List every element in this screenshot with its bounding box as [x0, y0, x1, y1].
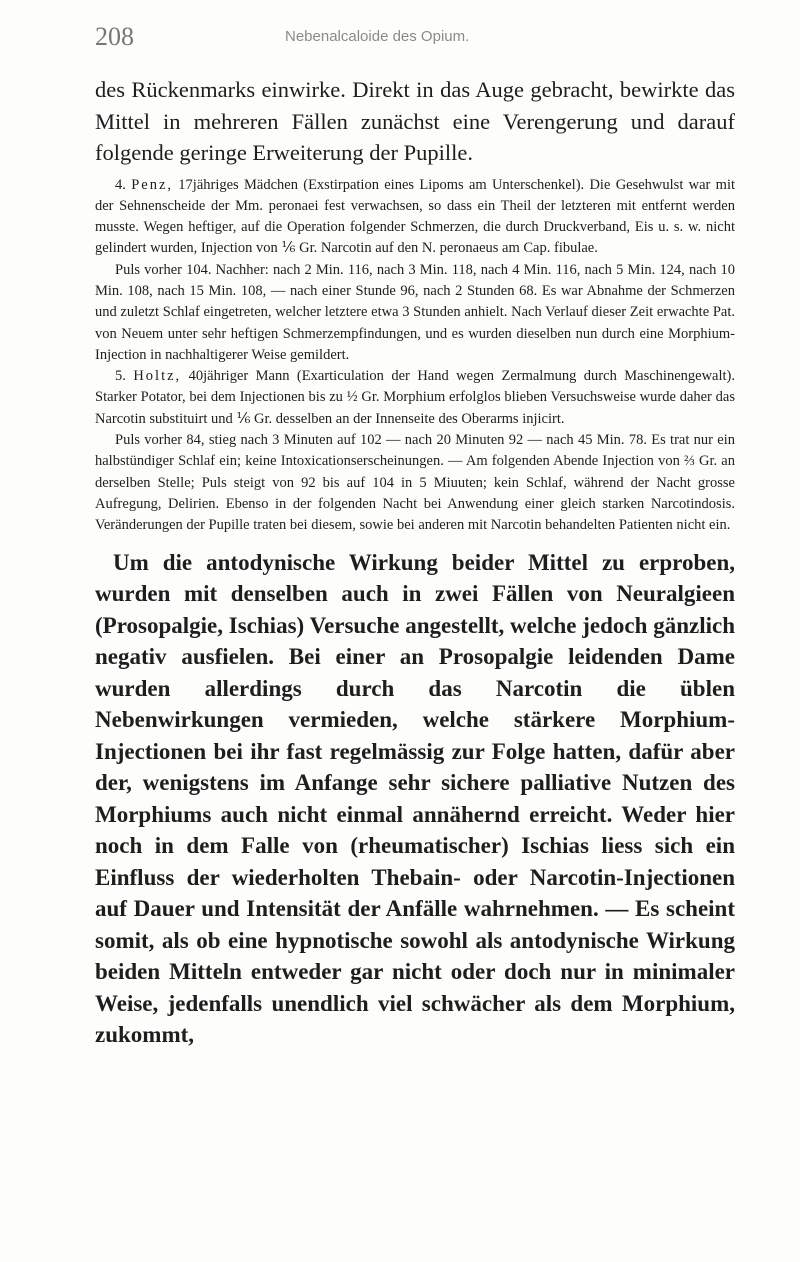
case-number: 5. [115, 368, 126, 385]
case-4-followup: Puls vorher 104. Nachher: nach 2 Min. 116, nach 3 Min. 118, nach 4 Min. 116, nach 5 Min. 124, nach 10 Min. 108, nach 15 Min. 108, — nach einer Stunde 96, nach 2 Stunden 68. Es war Abnahme der Schmerzen und zuletzt Schlaf eingetreten, welcher letztere etwa 3 Stunden anhielt. Nach Verlauf dieser Zeit erwachte Pat. von Neuem unter sehr heftigen Schmerzempfindungen, und es wurden dieselben nun durch eine Morphium-Injection in nachhaltigerer Weise gemildert. [95, 261, 735, 363]
case-5-paragraph [95, 366, 735, 430]
patient-name: Holtz, [133, 368, 182, 385]
case-number: 4. [115, 176, 126, 193]
page-number: 208 [95, 22, 134, 51]
case-text: 40jähriger Mann (Exarticulation der Hand wegen Zermalmung durch Maschinengewalt). Starker Potator, bei dem Injectionen bis zu ½ Gr. Morphium erfolglos blieben Versuchsweise wurde daher das Narcotin substituirt und ⅙ Gr. desselben an der Innenseite des Oberarms injicirt. [95, 368, 735, 427]
patient-name: Penz, [131, 176, 173, 193]
conclusion-paragraph: Um die antodynische Wirkung beider Mittel zu erproben, wurden mit denselben auch in zwei Fällen von Neuralgieen (Prosopalgie, Ischias) Versuche angestellt, welche jedoch gänzlich negativ ausfielen. Bei einer an Prosopalgie leidenden Dame wurden allerdings durch das Narcotin die üblen Nebenwirkungen vermieden, welche stärkere Morphium-Injectionen bei ihr fast regelmässig zur Folge hatten, dafür aber der, wenigstens im Anfange sehr sichere palliative Nutzen des Morphiums auch nicht einmal annähernd erreicht. Weder hier noch in dem Falle von (rheumatischer) Ischias liess sich ein Einfluss der wiederholten Thebain- oder Narcotin-Injectionen auf Dauer und Intensität der Anfälle wahrnehmen. — Es scheint somit, als ob eine hypnotische sowohl als antodynische Wirkung beiden Mitteln entweder gar nicht oder doch nur in minimaler Weise, jedenfalls unendlich viel schwächer als dem Morphium, zukommt, [95, 549, 735, 1048]
case-text: 17jähriges Mädchen (Exstirpation eines Lipoms am Unterschenkel). Die Gesehwulst war mit der Sehnenscheide der Mm. peronaei fest verwachsen, so dass ein Theil der letzteren mit entfernt werden musste. Wegen heftiger, auf die Operation folgender Schmerzen, die durch Druckverband, Eis u. s. w. nicht gelindert wurden, Injection von ⅙ Gr. Narcotin auf den N. peronaeus am Cap. fibulae. [95, 176, 736, 257]
intro-paragraph: des Rückenmarks einwirke. Direkt in das Auge gebracht, bewirkte das Mittel in mehreren Fällen zunächst eine Verengerung und darauf folgende geringe Erweiterung der Pupille. [95, 77, 735, 165]
case-5-followup: Puls vorher 84, stieg nach 3 Minuten auf 102 — nach 20 Minuten 92 — nach 45 Min. 78. Es trat nur ein halbstündiger Schlaf ein; keine Intoxicationserscheinungen. — Am folgenden Abende Injection von ⅔ Gr. an derselben Stelle; Puls steigt von 92 bis auf 104 in 5 Miuuten; kein Schlaf, während der Nacht grosse Aufregung, Delirien. Ebenso in der folgenden Nacht bei Anwendung einer gleich starken Narcotindosis. Veränderungen der Pupille traten bei diesem, sowie bei anderen mit Narcotin behandelten Patienten nicht ein. [95, 432, 735, 534]
page-header [95, 22, 735, 54]
running-title: Nebenalcaloide des Opium. [285, 28, 470, 45]
page-body [95, 74, 735, 1051]
case-4-paragraph [95, 175, 735, 260]
